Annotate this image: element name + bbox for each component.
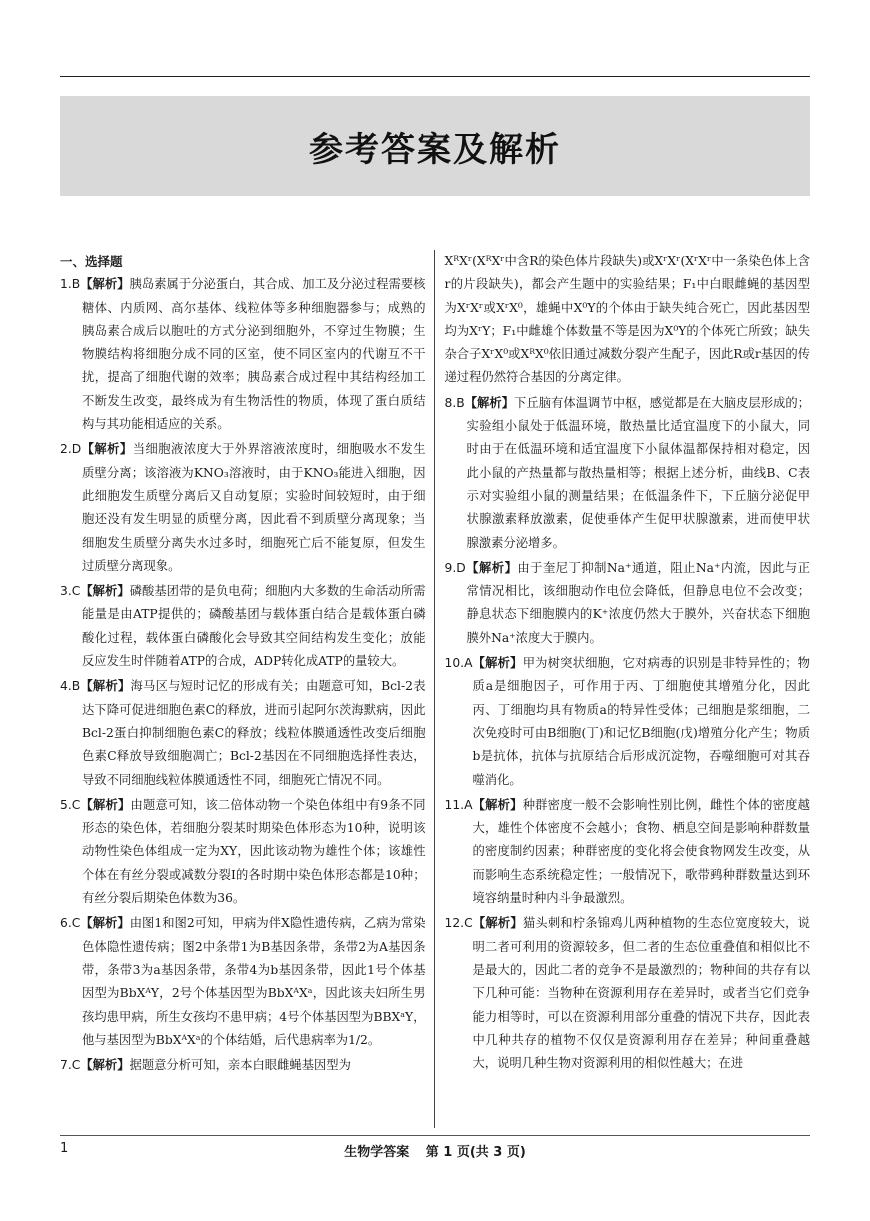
- footer-center: [60, 1141, 810, 1160]
- item-text: 由图1和图2可知，甲病为伴X隐性遗传病，乙病为常染色体隐性遗传病；图2中条带1为B基因条带，条带2为A基因条带，条带3为a基因条带，条带4为b基因条带，因此1号个体基因型为BbXᴬY，2号个体基因型为BbXᴬXᵃ，因此该夫妇所生男孩均患甲病，所生女孩均不患甲病；4号个体基因型为BBXᵃY，他与基因型为BbXᴬXᵃ的个体结婚，后代患病率为1/2。: [82, 916, 426, 1047]
- item-number: 6.: [60, 916, 72, 931]
- answer-item: [445, 557, 811, 650]
- item-text: 下丘脑有体温调节中枢，感觉都是在大脑皮层形成的；实验组小鼠处于低温环境，散热量比适宜温度下的小鼠大，同时由于在低温环境和适宜温度下小鼠体温都保持相对稳定，因此小鼠的产热量都与散热量相等；根据上述分析，曲线B、C表示对实验组小鼠的测量结果；在低温条件下，下丘脑分泌促甲状腺激素释放激素，促使垂体产生促甲状腺激素，进而使甲状腺激素分泌增多。: [466, 395, 810, 550]
- top-rule: [60, 76, 810, 77]
- item-answer: B: [71, 679, 81, 694]
- analysis-tag: 【解析】: [464, 395, 515, 410]
- left-items: [60, 273, 426, 1077]
- answer-item: [60, 438, 426, 578]
- answer-item: [60, 273, 426, 436]
- item-text: 据题意分析可知，亲本白眼雌蝇基因型为: [129, 1058, 351, 1073]
- analysis-tag: 【解析】: [80, 1058, 130, 1073]
- item-text: 猫头刺和柠条锦鸡儿两种植物的生态位宽度较大，说明二者可利用的资源较多，但二者的生态位重叠值和相似比不是最大的，因此二者的竞争不是最激烈的；物种间的共存有以下几种可能：当物种在资源利用存在差异时，或者当它们竞争能力相等时，可以在资源利用部分重叠的情况下共存，因此表中几种共存的植物不仅仅是资源利用存在差异；种间重叠越大，说明几种生物对资源利用的相似性越大；在进: [472, 916, 810, 1071]
- answer-item: [60, 675, 426, 791]
- item-text: 当细胞液浓度大于外界溶液浓度时，细胞吸水不发生质壁分离；该溶液为KNO₃溶液时，由于KNO₃能进入细胞，因此细胞发生质壁分离后又自动复原；实验时间较短时，由于细胞还没有发生明显的质壁分离，因此看不到质壁分离现象；当细胞发生质壁分离失水过多时，细胞死亡后不能复原，但发生过质壁分离现象。: [82, 442, 426, 573]
- item-number: 1.: [60, 277, 72, 292]
- analysis-tag: 【解析】: [80, 277, 130, 292]
- analysis-tag: 【解析】: [472, 656, 523, 671]
- answer-item: [445, 392, 811, 555]
- analysis-tag: 【解析】: [81, 442, 133, 457]
- right-items: [445, 392, 811, 1076]
- page-number: 1: [60, 1141, 69, 1156]
- left-column: [60, 250, 434, 1128]
- item-text: 磷酸基团带的是负电荷；细胞内大多数的生命活动所需能量是由ATP提供的；磷酸基团与载体蛋白结合是载体蛋白磷酸化过程，载体蛋白磷酸化会导致其空间结构发生变化；放能反应发生时伴随着ATP的合成，ADP转化成ATP的量较大。: [82, 584, 426, 669]
- analysis-tag: 【解析】: [472, 916, 523, 931]
- page-footer: [60, 1141, 810, 1161]
- analysis-tag: 【解析】: [80, 584, 130, 599]
- section-title: 一、选择题: [60, 254, 123, 269]
- item-answer: C: [464, 916, 473, 931]
- footer-page-info: 第 1 页(共 3 页): [425, 1145, 526, 1160]
- answer-item: [60, 580, 426, 673]
- item-text: 海马区与短时记忆的形成有关；由题意可知，Bcl-2表达下降可促进细胞色素C的释放，进而引起阿尔茨海默病，因此Bcl-2蛋白抑制细胞色素C的释放；线粒体膜通透性改变后细胞色素C释放导致细胞凋亡；Bcl-2基因在不同细胞选择性表达，导致不同细胞线粒体膜通透性不同，细胞死亡情况不同。: [82, 679, 426, 787]
- analysis-tag: 【解析】: [465, 560, 518, 575]
- answer-item: [60, 1054, 426, 1077]
- footer-rule: [60, 1135, 810, 1136]
- answer-item: [445, 794, 811, 910]
- analysis-tag: 【解析】: [80, 679, 131, 694]
- analysis-tag: 【解析】: [80, 916, 130, 931]
- item-text: 甲为树突状细胞，它对病毒的识别是非特异性的；物质a是细胞因子，可作用于丙、丁细胞使其增殖分化，因此丙、丁细胞均具有物质a的特异性受体；己细胞是浆细胞，二次免疫时可由B细胞(丁)和记忆B细胞(戊)增殖分化产生；物质b是抗体，抗体与抗原结合后形成沉淀物，吞噬细胞可对其吞噬消化。: [472, 656, 810, 787]
- item-number: 12.: [444, 916, 465, 931]
- analysis-tag: 【解析】: [80, 797, 131, 812]
- title-banner: [60, 96, 810, 196]
- item-number: 9.: [444, 560, 457, 575]
- item-answer: D: [71, 442, 82, 457]
- answer-item: [445, 652, 811, 792]
- item-number: 10.: [444, 656, 465, 671]
- item-text: 种群密度一般不会影响性别比例，雌性个体的密度越大，雄性个体密度不会越小；食物、栖息空间是影响种群数量的密度制约因素；种群密度的变化将会使食物网发生改变，从而影响生态系统稳定性；一般情况下，歌带鹀种群数量达到环境容纳量时种内斗争最激烈。: [472, 797, 810, 906]
- item-answer: B: [71, 277, 81, 292]
- footer-subject: 生物学答案: [344, 1145, 410, 1160]
- item-number: 4.: [60, 679, 72, 694]
- item-text: 由题意可知，该二倍体动物一个染色体组中有9条不同形态的染色体，若细胞分裂某时期染色体形态为10种，说明该动物性染色体组成一定为XY，因此该动物为雄性个体；该雄性个体在有丝分裂或减数分裂Ⅰ的各时期中染色体形态都是10种；有丝分裂后期染色体数为36。: [82, 797, 426, 906]
- item-number: 7.: [60, 1058, 72, 1073]
- item-number: 3.: [60, 584, 72, 599]
- item-number: 5.: [60, 797, 72, 812]
- item-text: 胰岛素属于分泌蛋白，其合成、加工及分泌过程需要核糖体、内质网、高尔基体、线粒体等多种细胞器参与；成熟的胰岛素合成后以胞吐的方式分泌到细胞外，不穿过生物膜；生物膜结构将细胞分成不同的区室，使不同区室内的代谢互不干扰，提高了细胞代谢的效率；胰岛素合成过程中其结构经加工不断发生改变，最终成为有生物活性的物质，体现了蛋白质结构与其功能相适应的关系。: [82, 277, 426, 432]
- page-title: 参考答案及解析: [309, 129, 561, 170]
- answer-item: [60, 794, 426, 910]
- item-answer: C: [71, 584, 81, 599]
- answer-columns: [60, 250, 810, 1128]
- item-answer: A: [464, 656, 473, 671]
- item-number: 11.: [444, 797, 465, 812]
- item-number: 8.: [444, 395, 457, 410]
- item-answer: D: [456, 560, 466, 575]
- item-number: 2.: [60, 442, 72, 457]
- item-answer: A: [464, 797, 473, 812]
- item-answer: C: [71, 1058, 81, 1073]
- item-answer: C: [71, 916, 81, 931]
- answer-item: [445, 912, 811, 1075]
- item-7-continuation: XᴿXʳ(XᴿXʳ中含R的染色体片段缺失)或XʳXʳ(XʳXʳ中一条染色体上含r的片段缺失)，都会产生题中的实验结果；F₁中白眼雌蝇的基因型为XʳXʳ或XʳX⁰，雄蝇中X⁰Y的个体由于缺失纯合死亡，因此基因型均为XʳY；F₁中雌雄个体数量不等是因为X⁰Y的个体死亡所致；缺失杂合子XʳX⁰或XᴿX⁰依旧通过减数分裂产生配子，因此R或r基因的传递过程仍然符合基因的分离定律。: [444, 254, 810, 385]
- item-answer: B: [456, 395, 465, 410]
- answer-item: [60, 912, 426, 1052]
- item-answer: C: [71, 797, 81, 812]
- item-text: 由于奎尼丁抑制Na⁺通道，阻止Na⁺内流，因此与正常情况相比，该细胞动作电位会降低，但静息电位不会改变；静息状态下细胞膜内的K⁺浓度仍然大于膜外，兴奋状态下细胞膜外Na⁺浓度大于膜内。: [466, 560, 810, 645]
- analysis-tag: 【解析】: [472, 797, 523, 812]
- right-column: [434, 250, 811, 1128]
